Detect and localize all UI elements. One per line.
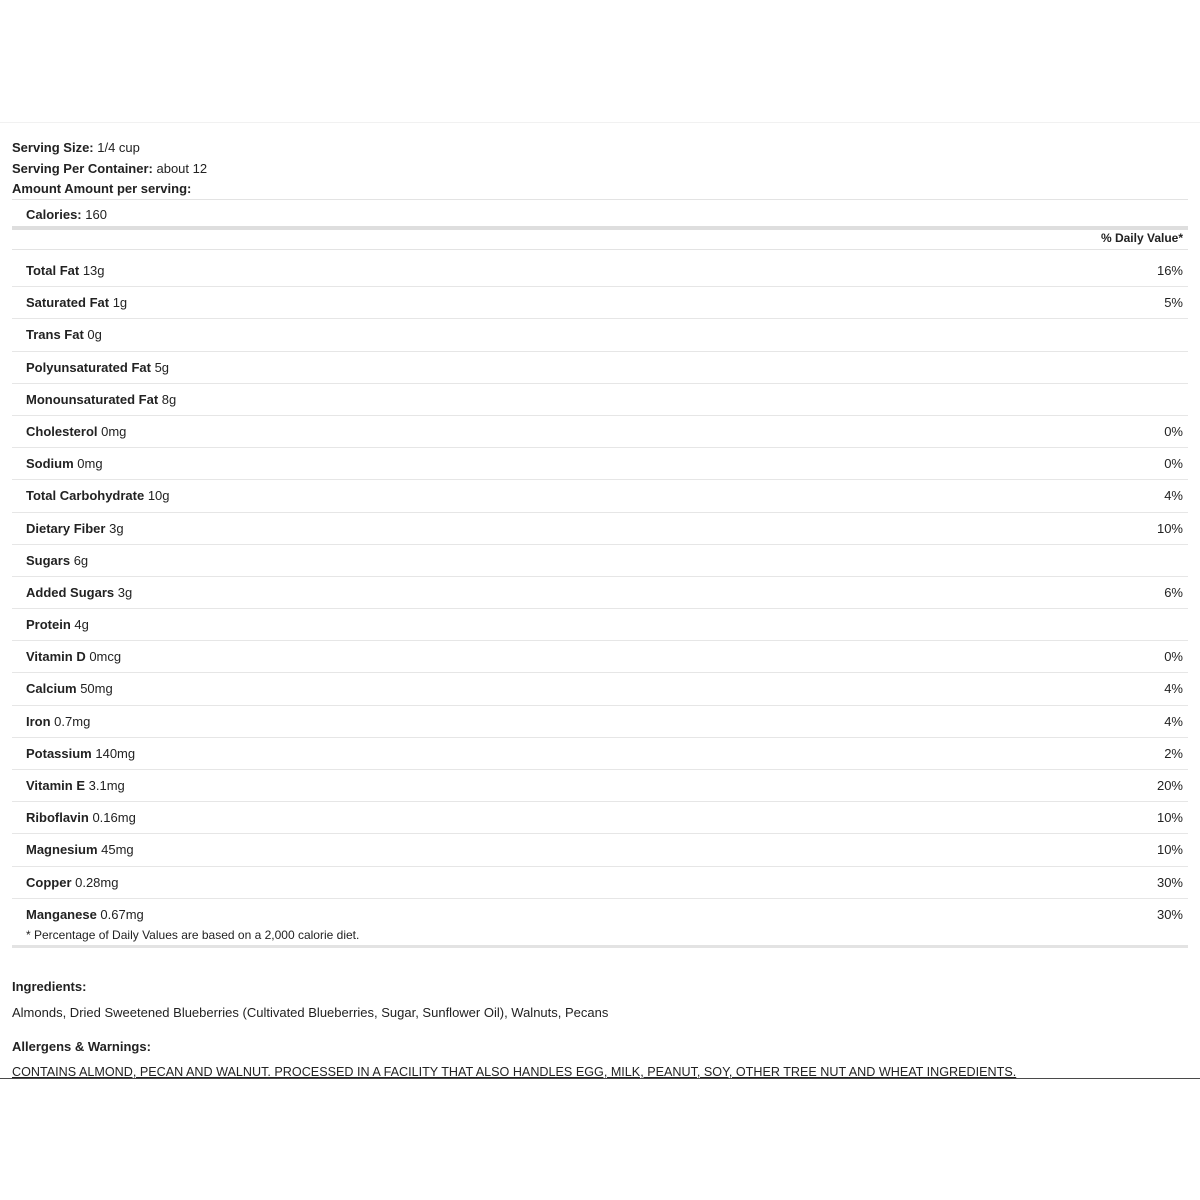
nutrient-name: Cholesterol [26, 423, 98, 439]
nutrient-label [26, 778, 125, 794]
nutrient-row [12, 480, 1188, 512]
nutrient-name: Monounsaturated Fat [26, 391, 159, 407]
nutrient-name: Dietary Fiber [26, 520, 106, 536]
nutrient-daily-value: 4% [1164, 681, 1183, 697]
nutrient-row [12, 545, 1188, 577]
nutrient-row [12, 770, 1188, 802]
nutrient-name: Trans Fat [26, 327, 84, 343]
nutrient-daily-value: 6% [1164, 584, 1183, 600]
nutrient-row [12, 448, 1188, 480]
footnote-divider [12, 945, 1188, 948]
nutrient-amount: 6g [70, 552, 89, 568]
nutrient-amount: 1g [109, 295, 128, 311]
nutrient-name: Added Sugars [26, 584, 115, 600]
nutrient-daily-value: 4% [1164, 488, 1183, 504]
nutrient-daily-value: 20% [1156, 778, 1183, 793]
nutrient-row [12, 738, 1188, 770]
nutrient-row [12, 802, 1188, 834]
nutrient-name: Vitamin D [26, 649, 86, 665]
nutrient-amount: 0.67mg [96, 906, 144, 922]
nutrient-daily-value: 10% [1156, 520, 1183, 536]
nutrient-daily-value: 10% [1156, 842, 1183, 858]
nutrient-label [26, 360, 169, 376]
nutrient-row [12, 706, 1188, 738]
serving-size-label: Serving Size: [12, 140, 94, 155]
servings-per-container-label: Serving Per Container: [12, 161, 153, 176]
nutrient-name: Calcium [26, 681, 77, 697]
nutrient-row [12, 319, 1188, 351]
nutrient-daily-value: 0% [1164, 649, 1183, 665]
servings-per-container [12, 161, 207, 177]
serving-size-value: 1/4 cup [93, 140, 140, 155]
nutrient-label [26, 907, 144, 923]
nutrient-label [26, 521, 124, 537]
nutrient-row [12, 609, 1188, 641]
nutrient-label [26, 585, 132, 601]
nutrient-amount: 5g [150, 359, 170, 375]
nutrient-label [26, 714, 90, 730]
nutrient-daily-value: 10% [1156, 810, 1183, 826]
nutrient-name: Iron [26, 713, 51, 729]
ingredients-text: Almonds, Dried Sweetened Blueberries (Cultivated Blueberries, Sugar, Sunflower Oil), Walnuts, Pecans [12, 1005, 609, 1020]
allergens-title: Allergens & Warnings: [12, 1039, 151, 1054]
nutrient-name: Potassium [26, 745, 92, 761]
nutrient-label [26, 681, 113, 697]
nutrient-row [12, 834, 1188, 866]
serving-size [12, 140, 140, 156]
nutrient-row [12, 673, 1188, 705]
nutrient-label [26, 263, 105, 279]
nutrient-name: Manganese [26, 906, 97, 922]
calories-label: Calories: [26, 207, 82, 222]
nutrient-name: Sodium [26, 456, 74, 472]
nutrient-name: Sugars [26, 552, 71, 568]
nutrient-label [26, 456, 103, 472]
nutrient-row [12, 384, 1188, 416]
nutrient-amount: 3g [114, 584, 133, 600]
nutrient-amount: 0mg [73, 456, 103, 472]
nutrient-label [26, 649, 121, 665]
nutrition-facts-panel [0, 122, 1200, 1079]
nutrient-name: Vitamin E [26, 778, 86, 793]
nutrient-name: Protein [26, 617, 71, 633]
nutrient-table [12, 255, 1188, 931]
nutrient-name: Saturated Fat [26, 295, 110, 311]
nutrient-row [12, 577, 1188, 609]
nutrient-amount: 3.1mg [85, 778, 125, 793]
nutrient-label [26, 295, 127, 311]
nutrient-amount: 0.16mg [88, 810, 136, 826]
nutrient-name: Copper [26, 874, 72, 890]
nutrient-daily-value: 0% [1164, 423, 1183, 439]
nutrient-row [12, 255, 1188, 287]
nutrient-label [26, 810, 136, 826]
nutrient-amount: 50mg [76, 681, 113, 697]
calories-divider [12, 226, 1188, 230]
nutrient-label [26, 875, 118, 891]
nutrient-amount: 4g [70, 617, 89, 633]
nutrient-amount: 0g [83, 327, 102, 343]
nutrient-amount: 3g [105, 520, 124, 536]
nutrient-amount: 140mg [91, 745, 136, 761]
calories-value: 160 [81, 207, 107, 222]
ingredients-title: Ingredients: [12, 979, 87, 994]
nutrient-daily-value: 30% [1156, 874, 1183, 890]
nutrient-name: Total Fat [26, 263, 80, 278]
nutrient-row [12, 352, 1188, 384]
nutrient-amount: 45mg [97, 842, 134, 858]
nutrient-row [12, 287, 1188, 319]
servings-per-container-value: about 12 [152, 161, 208, 176]
allergens-text: CONTAINS ALMOND, PECAN AND WALNUT. PROCESSED IN A FACILITY THAT ALSO HANDLES EGG, MILK, PEANUT, SOY, OTHER TREE NUT AND WHEAT INGREDIENTS. [12, 1065, 1017, 1079]
nutrient-row [12, 513, 1188, 545]
nutrient-row [12, 416, 1188, 448]
nutrient-daily-value: 2% [1164, 745, 1183, 761]
nutrient-name: Total Carbohydrate [26, 488, 145, 504]
nutrient-daily-value: 5% [1164, 295, 1183, 311]
divider [12, 249, 1188, 250]
nutrient-amount: 8g [158, 391, 177, 407]
daily-value-footnote: * Percentage of Daily Values are based on a 2,000 calorie diet. [26, 928, 360, 942]
nutrient-amount: 13g [79, 263, 105, 278]
nutrient-daily-value: 16% [1156, 263, 1183, 278]
nutrient-label [26, 488, 170, 504]
nutrient-label [26, 327, 102, 343]
nutrient-name: Magnesium [26, 842, 98, 858]
nutrient-label [26, 424, 126, 440]
nutrient-daily-value: 0% [1164, 456, 1183, 472]
nutrient-amount: 0.7mg [50, 713, 91, 729]
nutrient-daily-value: 30% [1156, 906, 1183, 922]
nutrient-name: Polyunsaturated Fat [26, 359, 151, 375]
nutrient-row [12, 867, 1188, 899]
nutrient-label [26, 746, 135, 762]
daily-value-header: % Daily Value* [1100, 231, 1183, 245]
nutrient-label [26, 842, 134, 858]
nutrient-label [26, 553, 88, 569]
nutrient-amount: 10g [144, 488, 170, 504]
nutrient-amount: 0mg [97, 423, 127, 439]
nutrient-daily-value: 4% [1164, 713, 1183, 729]
amount-per-serving: Amount Amount per serving: [12, 181, 192, 196]
divider [12, 199, 1188, 200]
nutrient-amount: 0.28mg [71, 874, 119, 890]
nutrient-label [26, 392, 176, 408]
nutrient-name: Riboflavin [26, 810, 89, 826]
nutrient-label [26, 617, 89, 633]
calories [26, 207, 107, 223]
nutrient-row [12, 641, 1188, 673]
nutrient-amount: 0mcg [85, 649, 122, 665]
